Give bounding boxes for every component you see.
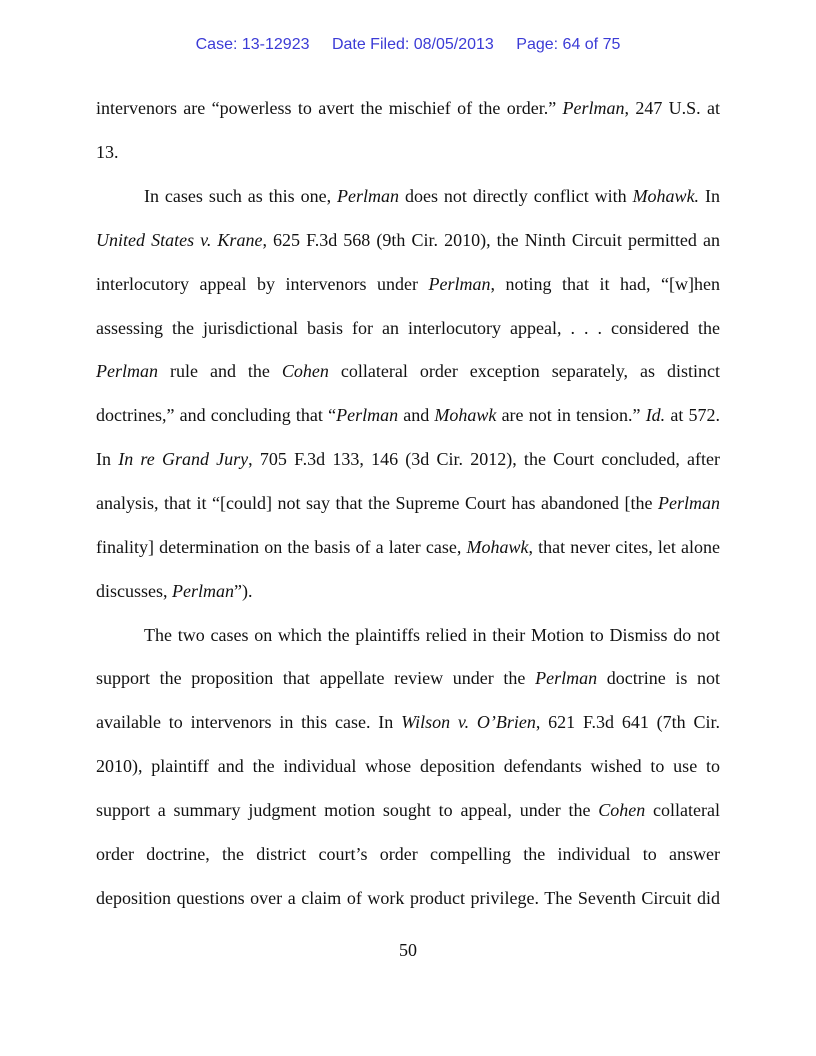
italic-citation: In re Grand Jury bbox=[118, 449, 249, 469]
text-run: 13. bbox=[96, 142, 119, 162]
text-run: and bbox=[398, 405, 435, 425]
italic-citation: Perlman bbox=[336, 405, 399, 425]
italic-citation: Perlman bbox=[535, 668, 598, 688]
text-line bbox=[96, 360, 720, 382]
italic-citation: Perlman bbox=[658, 493, 720, 513]
italic-citation: Perlman bbox=[562, 98, 625, 118]
text-run: assessing the jurisdictional basis for an interlocutory appeal, . . . considered the bbox=[96, 318, 720, 338]
text-run: collateral order exception separately, as distinct bbox=[328, 361, 720, 381]
text-run: at 572. bbox=[665, 405, 721, 425]
text-run: intervenors are “powerless to avert the mischief of the order.” bbox=[96, 98, 563, 118]
text-run: , 621 F.3d 641 (7th Cir. bbox=[535, 712, 720, 732]
text-line bbox=[96, 141, 720, 163]
text-run: are not in tension.” bbox=[496, 405, 646, 425]
text-line bbox=[96, 580, 720, 602]
text-line bbox=[144, 624, 720, 646]
text-run: order doctrine, the district court’s order compelling the individual to answer bbox=[96, 844, 720, 864]
text-run: support the proposition that appellate review under the bbox=[96, 668, 536, 688]
text-run: , 625 F.3d 568 (9th Cir. 2010), the Ninth Circuit permitted an bbox=[262, 230, 721, 250]
text-line bbox=[96, 755, 720, 777]
text-run: 2010), plaintiff and the individual whose deposition defendants wished to use to bbox=[96, 756, 720, 776]
text-run: deposition questions over a claim of work product privilege. The Seventh Circuit did bbox=[96, 888, 720, 908]
text-run: finality] determination on the basis of a later case, bbox=[96, 537, 467, 557]
text-run: In cases such as this one, bbox=[144, 186, 338, 206]
italic-citation: Cohen bbox=[281, 361, 329, 381]
text-run: The two cases on which the plaintiffs relied in their Motion to Dismiss do not bbox=[144, 625, 720, 645]
text-line bbox=[96, 667, 720, 689]
page-number: 50 bbox=[399, 940, 417, 960]
page-indicator: Page: 64 of 75 bbox=[516, 36, 621, 53]
text-run: rule and the bbox=[158, 361, 282, 381]
text-line bbox=[96, 448, 720, 470]
text-run: available to intervenors in this case. In bbox=[96, 712, 402, 732]
text-run: interlocutory appeal by intervenors under bbox=[96, 274, 429, 294]
text-run: does not directly conflict with bbox=[399, 186, 633, 206]
text-line bbox=[96, 536, 720, 558]
text-run: In bbox=[699, 186, 720, 206]
text-line bbox=[96, 843, 720, 865]
text-run: collateral bbox=[645, 800, 720, 820]
text-line bbox=[96, 492, 720, 514]
text-run: discusses, bbox=[96, 581, 172, 601]
text-line bbox=[144, 185, 720, 207]
case-number: Case: 13-12923 bbox=[195, 36, 310, 53]
text-line bbox=[96, 887, 720, 909]
text-line bbox=[96, 404, 720, 426]
italic-citation: Mohawk bbox=[434, 405, 497, 425]
text-line bbox=[96, 317, 720, 339]
text-run: doctrine is not bbox=[597, 668, 721, 688]
text-run: , noting that it had, “[w]hen bbox=[490, 274, 720, 294]
text-run: , that never cites, let alone bbox=[528, 537, 720, 557]
text-run: In bbox=[96, 449, 119, 469]
text-run: , 247 U.S. at bbox=[624, 98, 720, 118]
italic-citation: United States v. Krane bbox=[96, 230, 263, 250]
text-run: support a summary judgment motion sought to appeal, under the bbox=[96, 800, 599, 820]
text-line bbox=[96, 97, 720, 119]
case-header bbox=[0, 36, 816, 54]
italic-citation: Perlman bbox=[96, 361, 158, 381]
text-line bbox=[96, 711, 720, 733]
italic-citation: Perlman bbox=[428, 274, 491, 294]
text-run: , 705 F.3d 133, 146 (3d Cir. 2012), the Court concluded, after bbox=[248, 449, 721, 469]
date-filed: Date Filed: 08/05/2013 bbox=[331, 36, 494, 53]
text-line bbox=[96, 273, 720, 295]
text-line bbox=[96, 799, 720, 821]
text-run: doctrines,” and concluding that “ bbox=[96, 405, 337, 425]
italic-citation: Perlman bbox=[172, 581, 234, 601]
text-line bbox=[96, 229, 720, 251]
italic-citation: Wilson v. O’Brien bbox=[401, 712, 536, 732]
italic-citation: Mohawk bbox=[466, 537, 529, 557]
text-run: analysis, that it “[could] not say that the Supreme Court has abandoned [the bbox=[96, 493, 658, 513]
italic-citation: Perlman bbox=[337, 186, 400, 206]
italic-citation: Id. bbox=[645, 405, 666, 425]
text-run: ”). bbox=[234, 581, 253, 601]
italic-citation: Cohen bbox=[598, 800, 646, 820]
italic-citation: Mohawk. bbox=[632, 186, 700, 206]
